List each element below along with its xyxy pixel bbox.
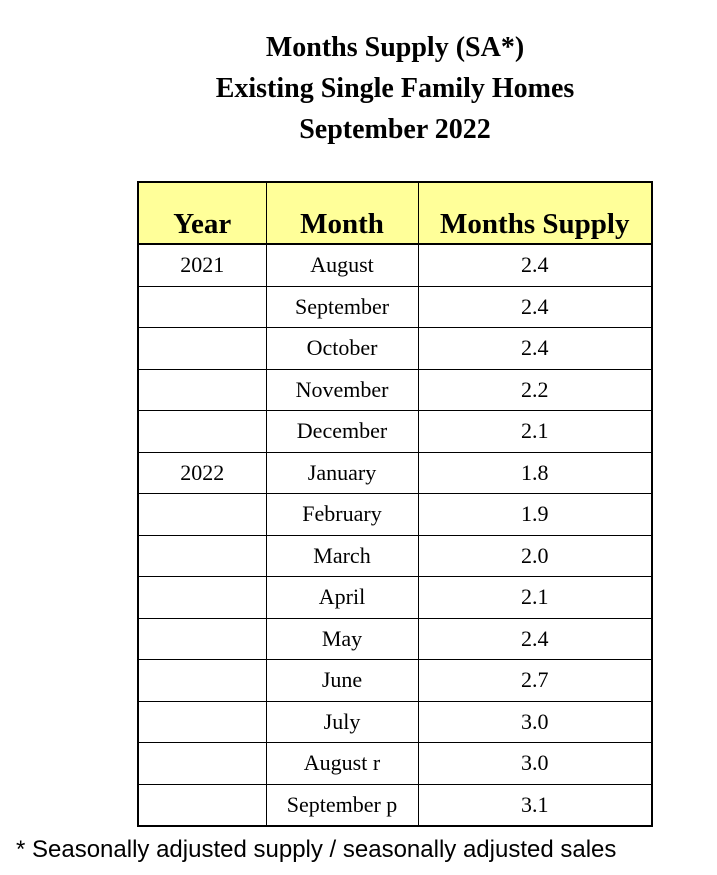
- months-supply-cell: 1.8: [418, 452, 652, 494]
- year-cell: [138, 701, 266, 743]
- month-cell: December: [266, 411, 418, 453]
- year-cell: 2022: [138, 452, 266, 494]
- table-row: [138, 244, 652, 286]
- table-row: [138, 369, 652, 411]
- title-line-2: Existing Single Family Homes: [215, 73, 575, 104]
- month-cell: November: [266, 369, 418, 411]
- month-cell: August r: [266, 743, 418, 785]
- year-cell: [138, 784, 266, 826]
- year-cell: [138, 577, 266, 619]
- header-month: Month: [266, 182, 418, 244]
- table-row: [138, 286, 652, 328]
- table-header-row: [138, 182, 652, 244]
- months-supply-cell: 2.2: [418, 369, 652, 411]
- table-row: [138, 411, 652, 453]
- table-row: [138, 494, 652, 536]
- month-cell: July: [266, 701, 418, 743]
- year-cell: [138, 743, 266, 785]
- year-cell: [138, 286, 266, 328]
- months-supply-cell: 2.1: [418, 577, 652, 619]
- year-cell: [138, 535, 266, 577]
- months-supply-cell: 2.4: [418, 618, 652, 660]
- table-row: [138, 701, 652, 743]
- months-supply-cell: 2.1: [418, 411, 652, 453]
- months-supply-cell: 3.0: [418, 743, 652, 785]
- month-cell: February: [266, 494, 418, 536]
- header-year: Year: [138, 182, 266, 244]
- month-cell: June: [266, 660, 418, 702]
- table-row: [138, 618, 652, 660]
- header-months-supply: Months Supply: [418, 182, 652, 244]
- month-cell: October: [266, 328, 418, 370]
- month-cell: September: [266, 286, 418, 328]
- footnote: * Seasonally adjusted supply / seasonally adjusted sales: [16, 836, 617, 863]
- title-line-1: Months Supply (SA*): [265, 32, 525, 63]
- table-row: [138, 743, 652, 785]
- year-cell: [138, 369, 266, 411]
- months-supply-cell: 1.9: [418, 494, 652, 536]
- month-cell: January: [266, 452, 418, 494]
- year-cell: [138, 618, 266, 660]
- months-supply-cell: 3.1: [418, 784, 652, 826]
- month-cell: May: [266, 618, 418, 660]
- months-supply-table: [137, 181, 653, 827]
- months-supply-cell: 2.4: [418, 328, 652, 370]
- months-supply-cell: 2.4: [418, 244, 652, 286]
- month-cell: April: [266, 577, 418, 619]
- months-supply-cell: 3.0: [418, 701, 652, 743]
- year-cell: 2021: [138, 244, 266, 286]
- year-cell: [138, 494, 266, 536]
- table-row: [138, 784, 652, 826]
- table-row: [138, 660, 652, 702]
- table-body: [138, 244, 652, 826]
- table-row: [138, 535, 652, 577]
- months-supply-cell: 2.0: [418, 535, 652, 577]
- months-supply-cell: 2.7: [418, 660, 652, 702]
- year-cell: [138, 328, 266, 370]
- table-row: [138, 452, 652, 494]
- year-cell: [138, 660, 266, 702]
- table-row: [138, 577, 652, 619]
- month-cell: September p: [266, 784, 418, 826]
- months-supply-cell: 2.4: [418, 286, 652, 328]
- chart-title: [0, 27, 717, 150]
- table-row: [138, 328, 652, 370]
- title-line-3: September 2022: [299, 114, 491, 145]
- year-cell: [138, 411, 266, 453]
- month-cell: March: [266, 535, 418, 577]
- month-cell: August: [266, 244, 418, 286]
